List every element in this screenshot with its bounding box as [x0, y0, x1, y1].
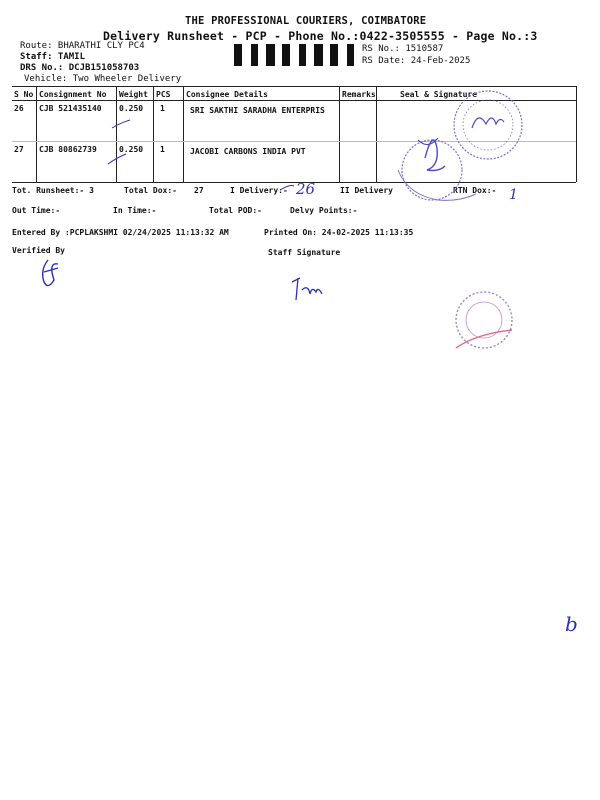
- rs-number: RS No.: 1510587: [362, 44, 444, 54]
- ii-delivery-label: II Delivery: [340, 186, 393, 195]
- row-pcs: 1: [160, 104, 165, 113]
- delivery-seal-stamp: [398, 138, 476, 200]
- verifier-signature: [43, 260, 58, 286]
- row-pcs: 1: [160, 145, 165, 154]
- i-delivery-label: I Delivery:-: [230, 186, 288, 195]
- col-header-pcs: PCS: [156, 90, 171, 99]
- col-header-remarks: Remarks: [342, 90, 376, 99]
- col-header-consignment: Consignment No: [39, 90, 107, 99]
- tot-runsheet: Tot. Runsheet:- 3: [12, 186, 94, 195]
- rtn-handwritten: 1: [509, 187, 518, 203]
- entered-by: Entered By :PCPLAKSHMI 02/24/2025 11:13:32 AM: [12, 228, 229, 237]
- total-dox-label: Total Dox:-: [124, 186, 177, 195]
- total-dox-value: 27: [194, 186, 204, 195]
- staff-signature-scribble: [292, 278, 322, 300]
- col-header-consignee: Consignee Details: [186, 90, 268, 99]
- staff-signature-label: Staff Signature: [268, 248, 341, 257]
- rtn-dox-label: RTN Dox:-: [453, 186, 497, 195]
- total-pod-label: Total POD:-: [209, 206, 262, 215]
- out-time-label: Out Time:-: [12, 206, 61, 215]
- row-consignment: CJB 80862739: [39, 145, 97, 154]
- drs-label: DRS No.: DCJB151058703: [20, 63, 140, 73]
- rs-date: RS Date: 24-Feb-2025: [362, 56, 471, 66]
- row-sno: 26: [14, 104, 24, 113]
- row-weight: 0.250: [119, 104, 144, 113]
- company-title: THE PROFESSIONAL COURIERS, COIMBATORE: [185, 15, 427, 27]
- col-header-weight: Weight: [119, 90, 148, 99]
- vehicle-label: Vehicle: Two Wheeler Delivery: [24, 74, 182, 84]
- tick-mark: [112, 120, 130, 128]
- row-consignment: CJB 521435140: [39, 104, 102, 113]
- delvy-points-label: Delvy Points:-: [290, 206, 358, 215]
- route-label: Route: BHARATHI CLY PC4: [20, 41, 145, 51]
- company-seal-stamp: [454, 91, 522, 159]
- staff-label: Staff: TAMIL: [20, 52, 86, 62]
- tick-mark: [108, 154, 126, 164]
- col-header-sno: S No: [14, 90, 34, 99]
- row-weight: 0.250: [119, 145, 144, 154]
- row-sno: 27: [14, 145, 24, 154]
- runsheet-title: Delivery Runsheet - PCP - Phone No.:0422-3505555 - Page No.:3: [103, 29, 538, 43]
- printed-on: Printed On: 24-02-2025 11:13:35: [264, 228, 414, 237]
- row-consignee: SRI SAKTHI SARADHA ENTERPRIS: [190, 106, 325, 115]
- row-consignee: JACOBI CARBONS INDIA PVT: [190, 147, 306, 156]
- corner-handwritten-mark: b: [565, 612, 578, 636]
- col-header-seal: Seal & Signature: [400, 90, 478, 99]
- in-time-label: In Time:-: [113, 206, 157, 215]
- i-delivery-handwritten: 26: [296, 180, 316, 198]
- pink-seal-stamp: [456, 292, 512, 348]
- verified-by-label: Verified By: [12, 246, 65, 255]
